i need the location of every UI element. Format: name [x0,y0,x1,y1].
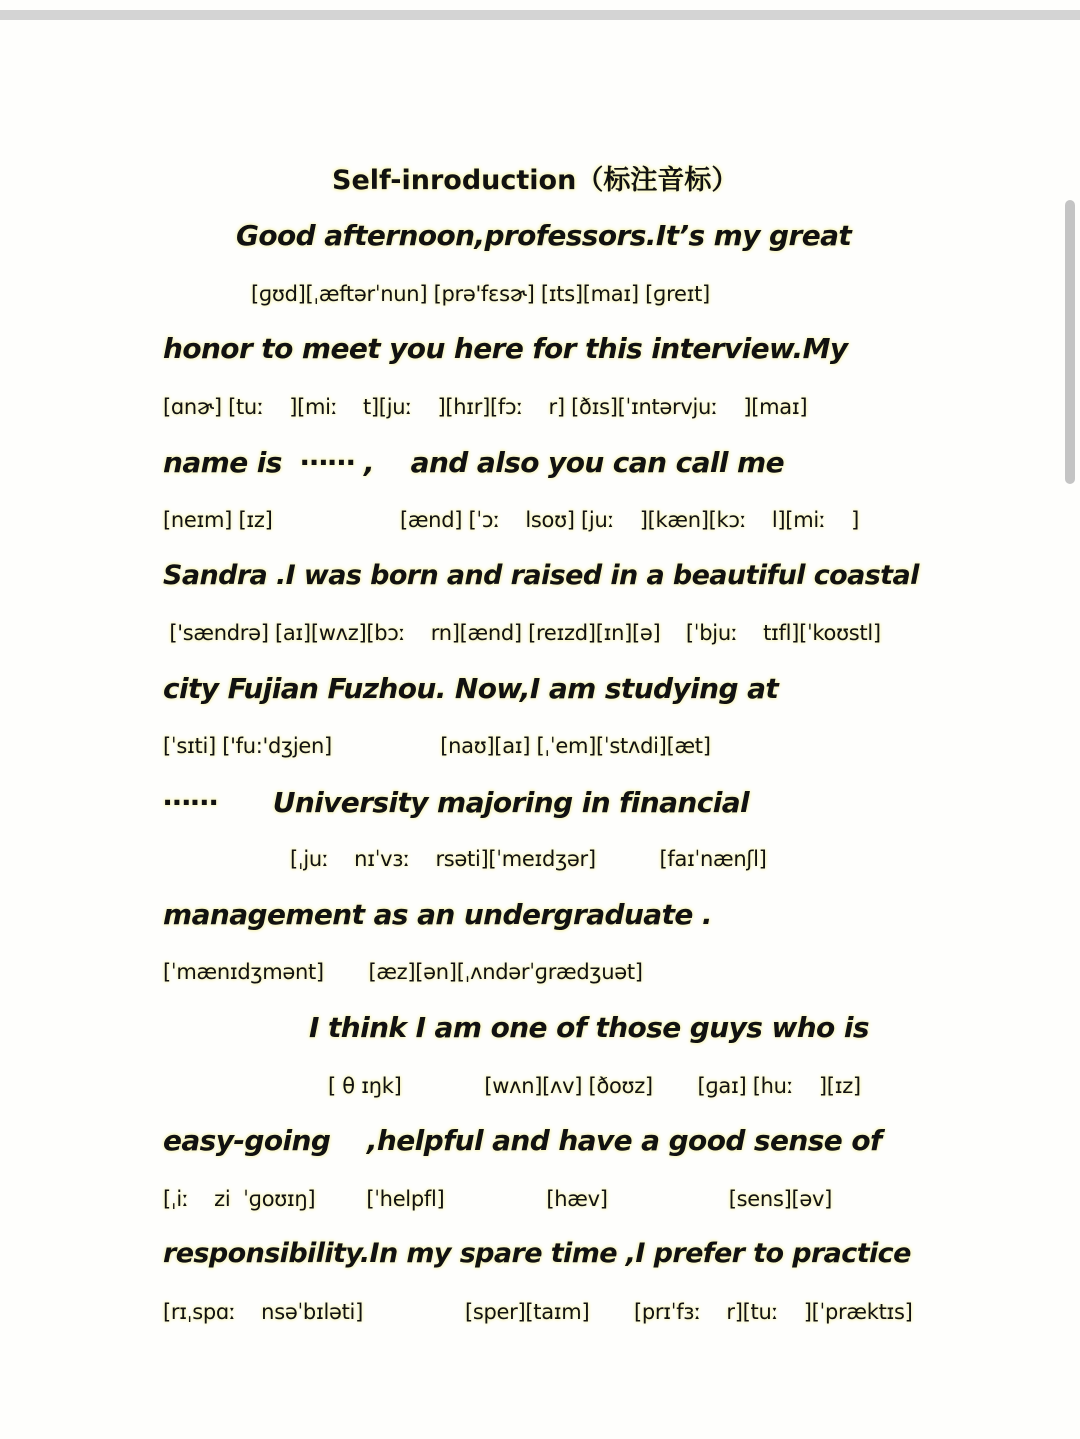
phonetic-line-8: [ θ ɪŋk] [wʌn][ʌv] [ðoʊz] [ɡaɪ] [huː ][ɪz] [328,1074,861,1098]
sentence-line-10: responsibility.In my spare time ,I prefer to practice [163,1238,911,1269]
document-title: Self-inroduction（标注音标） [332,165,739,196]
sentence-line-9: easy-going ,helpful and have a good sense of [163,1124,882,1157]
sentence-line-7: management as an undergraduate . [163,898,712,931]
phonetic-line-9: [ˌiː zi ˈɡoʊɪŋ] [ˈhelpfl] [hæv] [sens][əv] [163,1187,833,1211]
phonetic-line-2: [ɑnɚ] [tuː ][miː t][juː ][hɪr][fɔː r] [ðɪs][ˈɪntərvjuː ][maɪ] [163,395,808,419]
scrollbar-thumb[interactable] [1065,200,1075,484]
sentence-line-1: Good afternoon,professors.It’s my great [236,219,852,252]
phonetic-line-3: [neɪm] [ɪz] [ænd] [ˈɔː lsoʊ] [juː ][kæn][kɔː l][miː ] [163,508,860,532]
phonetic-line-7: [ˈmænɪdʒmənt] [æz][ən][ˌʌndərˈɡrædʒuət] [163,960,643,984]
phonetic-line-4: ['sændrə] [aɪ][wʌz][bɔː rn][ænd] [reɪzd][ɪn][ə] [ˈbjuː tɪfl][ˈkoʊstl] [163,621,881,645]
phonetic-line-6: [ˌjuː nɪˈvɜː rsəti][ˈmeɪdʒər] [faɪˈnænʃl] [290,847,767,871]
sentence-line-8: I think I am one of those guys who is [309,1011,869,1044]
vertical-scrollbar[interactable] [1060,190,1080,1439]
sentence-line-6: ⋯⋯ University majoring in financial [163,786,749,819]
sentence-line-5: city Fujian Fuzhou. Now,I am studying at [163,672,779,705]
phonetic-line-10: [rɪˌspɑː nsəˈbɪləti] [sper][taɪm] [prɪˈfɜː r][tuː ][ˈpræktɪs] [163,1300,913,1324]
phonetic-line-5: [ˈsɪti] ['fu:'dʒjen] [naʊ][aɪ] [ˌˈem][ˈstʌdi][æt] [163,734,711,758]
phonetic-line-1: [ɡʊd][ˌæftərˈnun] [prə'fɛsɚ] [ɪts][maɪ] [ɡreɪt] [251,282,710,306]
sentence-line-4: Sandra .I was born and raised in a beautiful coastal [163,560,919,591]
sentence-line-3: name is ⋯⋯ , and also you can call me [163,446,784,479]
sentence-line-2: honor to meet you here for this interview.My [163,332,848,365]
